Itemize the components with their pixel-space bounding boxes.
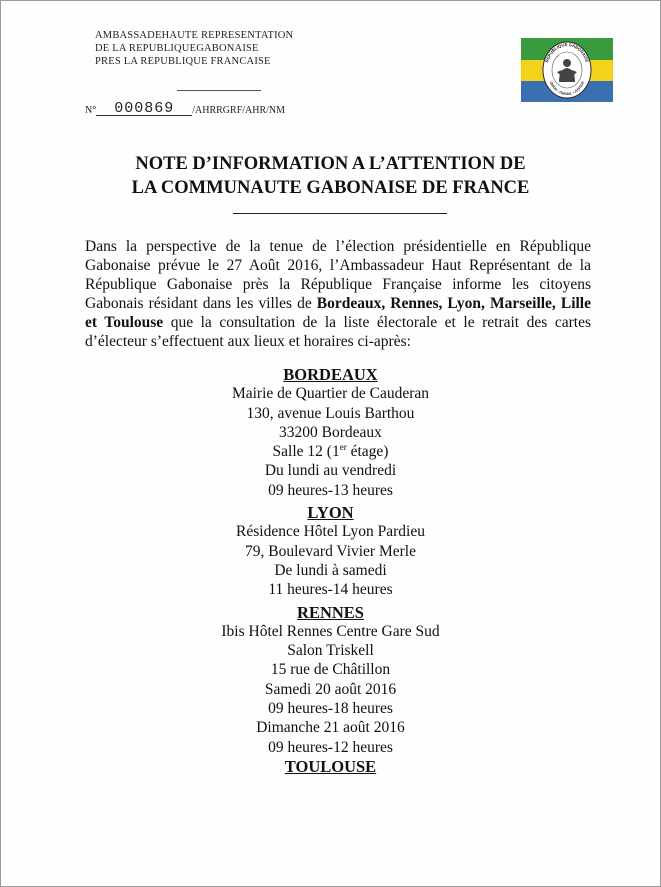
reference-suffix: /AHRRGRF/AHR/NM — [192, 105, 286, 116]
rennes-line-2: Salon Triskell — [287, 642, 374, 660]
city-heading-lyon: LYON — [307, 503, 354, 523]
reference-number-value: 000869 — [114, 100, 175, 117]
bordeaux-salle: Salle 12 (1er étage) — [272, 442, 389, 461]
header-line-2: DE LA REPUBLIQUEGABONAISE — [95, 43, 259, 54]
embassy-header — [95, 29, 293, 68]
reference-number — [85, 98, 285, 116]
rennes-line-7: 09 heures-12 heures — [268, 738, 393, 756]
intro-text-after: que la consultation de la liste électorale et le retrait des cartes d’électeur s’effectuent aux lieux et horaires ci-après: — [85, 314, 591, 350]
emblem-top-text: REPUBLIQUE GABONAISE — [544, 41, 590, 64]
venue-toulouse — [1, 757, 660, 776]
lyon-line-2: 79, Boulevard Vivier Merle — [245, 542, 416, 560]
gabon-emblem-icon — [521, 38, 613, 102]
emblem-bottom-text: UNION • TRAVAIL • JUSTICE — [548, 80, 586, 97]
header-line-3: PRES LA REPUBLIQUE FRANCAISE — [95, 56, 271, 67]
document-title — [1, 152, 660, 200]
reference-no-label: N° — [85, 105, 97, 116]
title-line-1: NOTE D’INFORMATION A L’ATTENTION DE — [135, 154, 526, 174]
city-heading-rennes: RENNES — [297, 602, 364, 622]
header-line-1: AMBASSADEHAUTE REPRESENTATION — [95, 30, 294, 41]
venue-lyon — [1, 503, 660, 599]
rennes-line-5: 09 heures-18 heures — [268, 700, 393, 718]
lyon-line-3: De lundi à samedi — [274, 561, 387, 579]
venue-rennes — [1, 603, 660, 757]
header-underline — [177, 90, 261, 91]
city-heading-toulouse: TOULOUSE — [284, 756, 377, 776]
lyon-line-1: Résidence Hôtel Lyon Pardieu — [236, 523, 425, 541]
lyon-line-4: 11 heures-14 heures — [268, 581, 393, 599]
title-line-2: LA COMMUNAUTE GABONAISE DE FRANCE — [131, 178, 530, 198]
intro-text-before: Dans la perspective de la tenue de l’élection présidentielle en République Gabonaise prévue le 27 Août 2016, l’Ambassadeur Haut Représentant de la République Gabonaise près la République Française informe les citoyens Gabonais résidant dans les villes de — [85, 238, 591, 312]
bordeaux-days: Du lundi au vendredi — [264, 462, 397, 480]
venues-list — [1, 365, 660, 776]
bordeaux-line-3: 33200 Bordeaux — [279, 423, 382, 441]
bordeaux-hours: 09 heures-13 heures — [268, 481, 393, 499]
venue-bordeaux — [1, 365, 660, 500]
bordeaux-line-2: 130, avenue Louis Barthou — [246, 404, 415, 422]
rennes-line-6: Dimanche 21 août 2016 — [256, 719, 405, 737]
bordeaux-line-1: Mairie de Quartier de Cauderan — [231, 385, 430, 403]
title-rule — [233, 213, 447, 214]
city-heading-bordeaux: BORDEAUX — [283, 365, 378, 384]
rennes-line-4: Samedi 20 août 2016 — [264, 680, 397, 698]
reference-number-field — [96, 98, 192, 116]
rennes-line-1: Ibis Hôtel Rennes Centre Gare Sud — [221, 622, 440, 640]
rennes-line-3: 15 rue de Châtillon — [270, 661, 391, 679]
intro-paragraph — [85, 237, 591, 351]
intro-cities: Bordeaux, Rennes, Lyon, Marseille, Lille et Toulouse — [85, 295, 591, 331]
